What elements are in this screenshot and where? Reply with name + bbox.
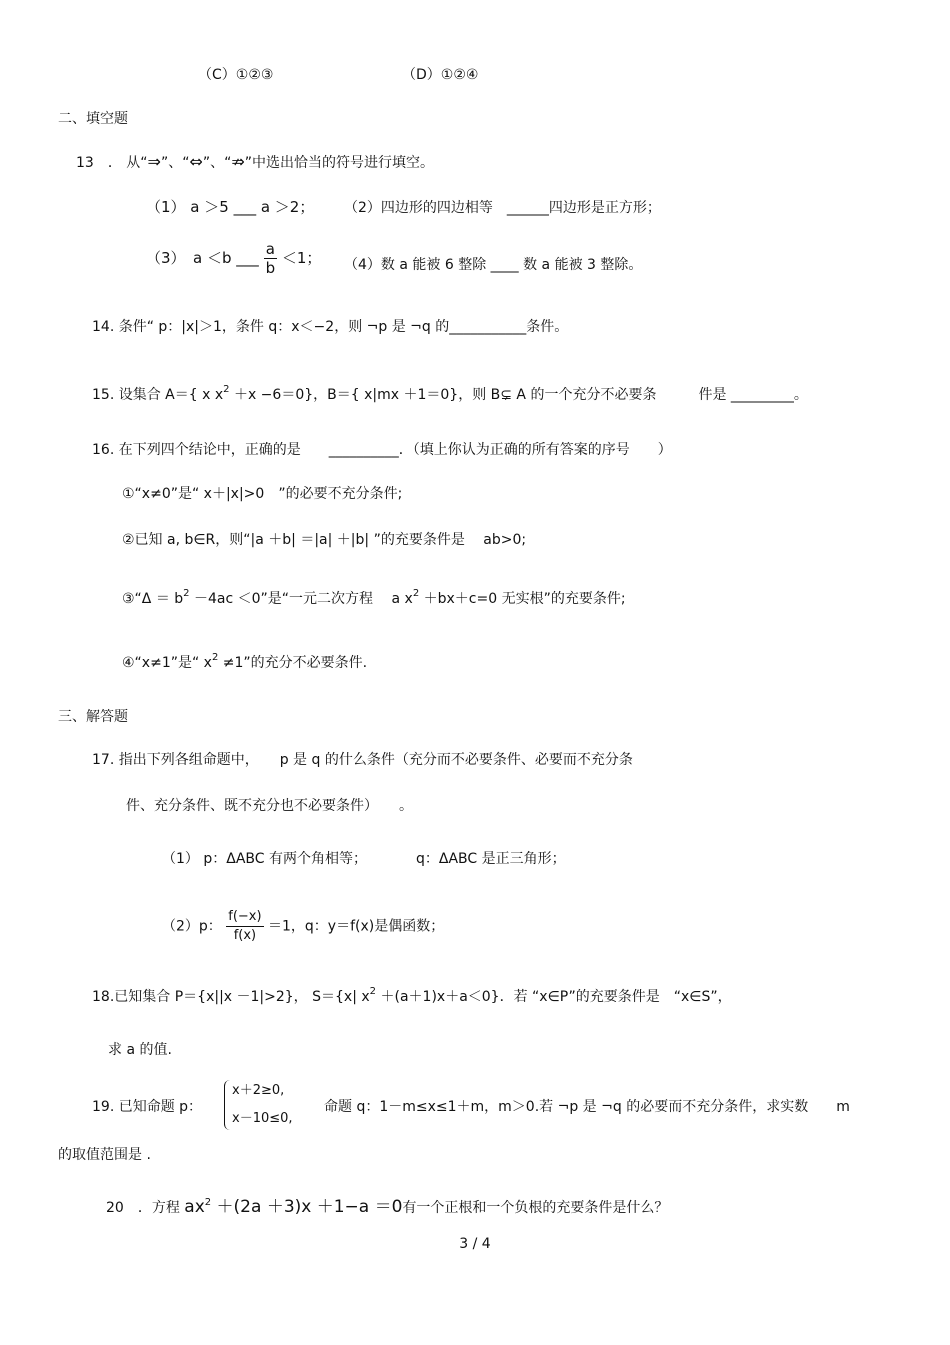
question-14: 14. 条件“ p：|x|＞1，条件 q：x＜−2，则 ¬p 是 ¬q 的___________条件。	[92, 319, 569, 335]
text: ＝1，q：y＝f(x)是偶函数；	[268, 918, 445, 935]
text: 18.已知集合 P＝{x||x －1|>2}， S＝{x| x	[92, 989, 370, 1005]
section-title-fill-in: 二、填空题	[58, 111, 128, 127]
q13-item-2: （2）四边形的四边相等 ______四边形是正方形；	[344, 200, 661, 216]
text: 有一个正根和一个负根的充要条件是什么？	[402, 1200, 669, 1216]
q16-statement-2: ②已知 a, b∈R，则“|a ＋b| ＝|a| ＋|b| ”的充要条件是 ab>0;	[122, 532, 527, 548]
text: ＋x −6＝0}，B＝{ x|mx ＋1＝0}，则 B⊊ A 的一个充分不必要条 件是 _________。	[229, 387, 808, 403]
question-19-label: 19. 已知命题 p：	[92, 1099, 203, 1115]
text: ④“x≠1”是“ x	[122, 655, 212, 671]
numerator: f(−x)	[226, 908, 263, 927]
question-18-line-2: 求 a 的值.	[108, 1042, 172, 1058]
q13-item-1: （1） a ＞5 ___ a ＞2；	[146, 198, 315, 216]
q16-statement-3	[122, 590, 626, 610]
page-number: 3 / 4	[459, 1236, 491, 1252]
superscript: 2	[223, 384, 230, 395]
implies-symbol: ⇒	[147, 152, 161, 171]
prompt-text: ”、“	[160, 155, 190, 171]
question-18-line-1	[92, 988, 732, 1008]
superscript: 2	[412, 588, 420, 599]
text: －4ac ＜0”是“一元二次方程 a x	[189, 591, 413, 607]
not-implies-symbol: ⇏	[231, 152, 245, 171]
iff-symbol: ⇔	[189, 152, 203, 171]
q16-statement-4	[122, 654, 367, 674]
eq-text: ＋(2a ＋3)x ＋1−a ＝0	[211, 1197, 403, 1217]
question-16: 16. 在下列四个结论中，正确的是 __________．（填上你认为正确的所有答案的序号 ）	[92, 442, 672, 458]
prompt-text: ”中选出恰当的符号进行填空。	[244, 155, 435, 171]
question-19-rest: 命题 q：1－m≤x≤1＋m，m＞0.若 ¬p 是 ¬q 的必要而不充分条件，求实数 m	[324, 1099, 850, 1115]
superscript: 2	[211, 652, 219, 663]
condition-1: x＋2≥0,	[232, 1083, 285, 1098]
q17-part-1-p: （1） p：ΔABC 有两个角相等；	[162, 851, 367, 867]
section-title-answer: 三、解答题	[58, 709, 128, 725]
equation	[184, 1197, 402, 1217]
item-text: ＜1；	[281, 249, 322, 267]
prompt-text: 从“	[126, 155, 148, 171]
q16-statement-1: ①“x≠0”是“ x＋|x|>0 ”的必要不充分条件;	[122, 486, 403, 502]
eq-text: ax	[184, 1197, 205, 1217]
q13-item-3	[146, 240, 321, 277]
q17-part-2	[162, 908, 444, 945]
fraction-f-neg-x-over-f-x	[226, 908, 263, 945]
q17-part-1-q: q：ΔABC 是正三角形；	[416, 851, 566, 867]
q13-item-4: （4）数 a 能被 6 整除 ____ 数 a 能被 3 整除。	[344, 257, 643, 273]
question-13-prompt	[76, 153, 434, 172]
denominator: f(x)	[233, 928, 257, 943]
text: ＋bx＋c=0 无实根”的充要条件;	[419, 591, 626, 607]
question-15	[92, 386, 808, 406]
superscript: 2	[369, 986, 377, 997]
superscript: 2	[183, 588, 190, 599]
text: 15. 设集合 A＝{ x x	[92, 387, 224, 403]
text: ＋(a＋1)x＋a＜0}．若 “x∈P”的充要条件是 “x∈S”，	[376, 989, 732, 1005]
question-17-line-1: 17. 指出下列各组命题中， p 是 q 的什么条件（充分而不必要条件、必要而不充分条	[92, 752, 633, 768]
item-text: （3） a ＜b ___	[146, 249, 259, 267]
text: （2）p：	[162, 918, 222, 935]
text: ≠1”的充分不必要条件.	[218, 655, 368, 671]
condition-2: x－10≤0,	[232, 1111, 293, 1126]
option-c: （C）①②③	[198, 67, 274, 83]
question-number: 13 ．	[76, 155, 122, 171]
text: ③“Δ ＝ b	[122, 591, 184, 607]
prompt-text: ”、“	[202, 155, 232, 171]
numerator: a	[264, 240, 278, 259]
left-brace	[224, 1080, 231, 1130]
superscript: 2	[204, 1197, 212, 1208]
denominator: b	[265, 259, 276, 277]
question-number: 20 ．方程	[106, 1200, 180, 1216]
option-d: （D）①②④	[402, 67, 479, 83]
question-19-line-2: 的取值范围是 .	[58, 1147, 151, 1163]
fraction-a-over-b	[264, 240, 278, 277]
question-20	[106, 1198, 668, 1219]
question-17-line-2: 件、充分条件、既不充分也不必要条件） 。	[126, 798, 413, 814]
